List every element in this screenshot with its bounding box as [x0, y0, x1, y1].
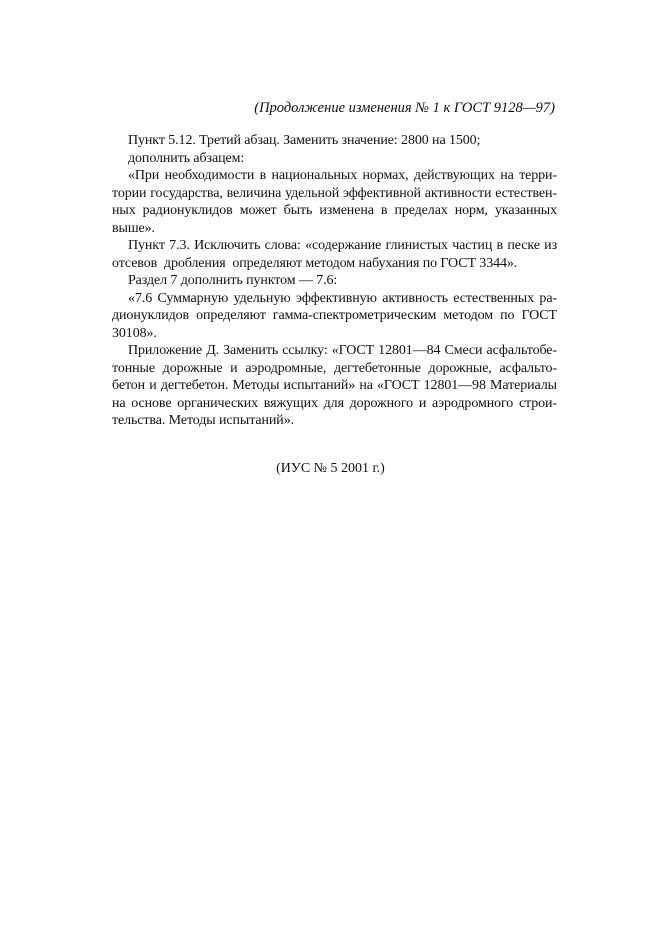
- text-line: на основе органических вяжущих для дорожного и аэродромного строи-: [112, 395, 557, 411]
- ius-reference: (ИУС № 5 2001 г.): [276, 460, 385, 476]
- text-line: выше».: [112, 220, 155, 236]
- text-line: дополнить абзацем:: [128, 150, 245, 166]
- text-line: бетон и дегтебетон. Методы испытаний» на «ГОСТ 12801—98 Материалы: [112, 378, 557, 393]
- text-line: дионуклидов определяют гамма-спектрометрическим методом по ГОСТ: [112, 308, 557, 323]
- text-line: тории государства, величина удельной эффективной активности естествен-: [112, 185, 557, 201]
- text-line: «При необходимости в национальных нормах, действующих на терри-: [128, 168, 557, 183]
- text-line: 30108».: [112, 325, 157, 341]
- text-line: ных радионуклидов может быть изменена в пределах норм, указанных: [112, 203, 557, 218]
- text-line: Раздел 7 дополнить пунктом — 7.6:: [128, 273, 338, 288]
- text-line: Пункт 5.12. Третий абзац. Заменить значение: 2800 на 1500;: [128, 133, 481, 148]
- amendment-text: [112, 132, 557, 477]
- text-line: Пункт 7.3. Исключить слова: «содержание глинистых частиц в песке из: [128, 238, 557, 253]
- text-line: отсевов дробления определяют методом набухания по ГОСТ 3344».: [112, 255, 518, 271]
- text-line: тонные дорожные и аэродромные, дегтебетонные дорожные, асфальто-: [112, 360, 557, 376]
- text-line: Приложение Д. Заменить ссылку: «ГОСТ 12801—84 Смеси асфальтобе-: [128, 343, 557, 358]
- text-line: «7.6 Суммарную удельную эффективную активность естественных ра-: [128, 290, 557, 306]
- text-line: тельства. Методы испытаний».: [112, 413, 294, 428]
- continuation-header: (Продолжение изменения № 1 к ГОСТ 9128—97): [254, 100, 555, 116]
